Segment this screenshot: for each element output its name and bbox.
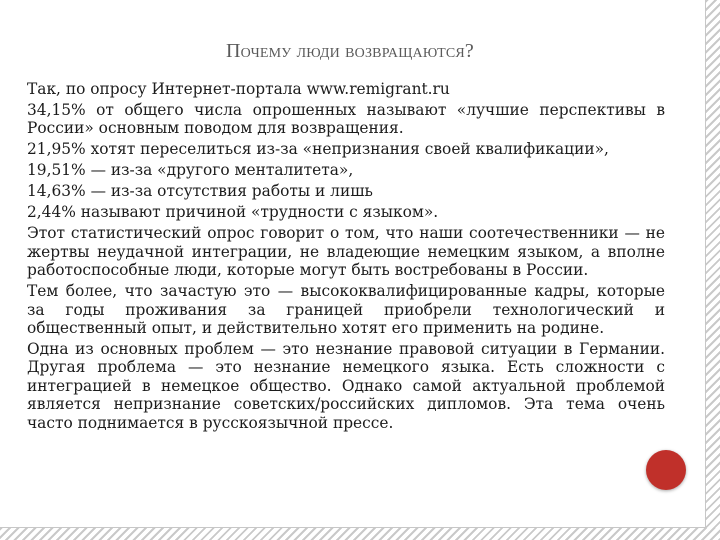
paragraph-survey-source: Так, по опросу Интернет-портала www.remigrant.ru (27, 80, 450, 98)
paragraph-conclusion: Этот статистический опрос говорит о том, что наши соотечественники — не жертвы неудачной интеграции, не владеющие немецким языком, а вполне работоспособные люди, которые могут быть востребованы в России. (27, 224, 665, 280)
accent-circle-decoration (646, 450, 686, 490)
slide-body (27, 80, 665, 435)
paragraph-qualified-staff: Тем более, что зачастую это — высококвалифицированные кадры, которые за годы проживания за границей приобрели технологический и общественный опыт, и действительно хотят его применить на родине. (27, 282, 665, 338)
paragraph-stat-mentality: 19,51% — из-за «другого менталитета», (27, 161, 354, 180)
paragraph-stat-no-work: 14,63% — из-за отсутствия работы и лишь (27, 182, 373, 201)
paragraph-stat-qualification: 21,95% хотят переселиться из-за «непризнания своей квалификации», (27, 140, 609, 159)
decorative-side-stripe (706, 0, 720, 540)
paragraph-stat-prospects: 34,15% от общего числа опрошенных называют «лучшие перспективы в России» основным поводом для возвращения. (27, 101, 665, 138)
paragraph-stat-language: 2,44% называют причиной «трудности с языком». (27, 203, 439, 222)
decorative-bottom-stripe (0, 528, 720, 540)
slide-title: Почему люди возвращаются? (226, 40, 474, 62)
paragraph-problems: Одна из основных проблем — это незнание правовой ситуации в Германии. Другая проблема — это незнание немецкого языка. Есть сложности с интеграцией в немецкое общество. Однако самой актуальной проблемой является непризнание советских/российских дипломов. Эта тема очень часто поднимается в русскоязычной прессе. (27, 340, 665, 432)
